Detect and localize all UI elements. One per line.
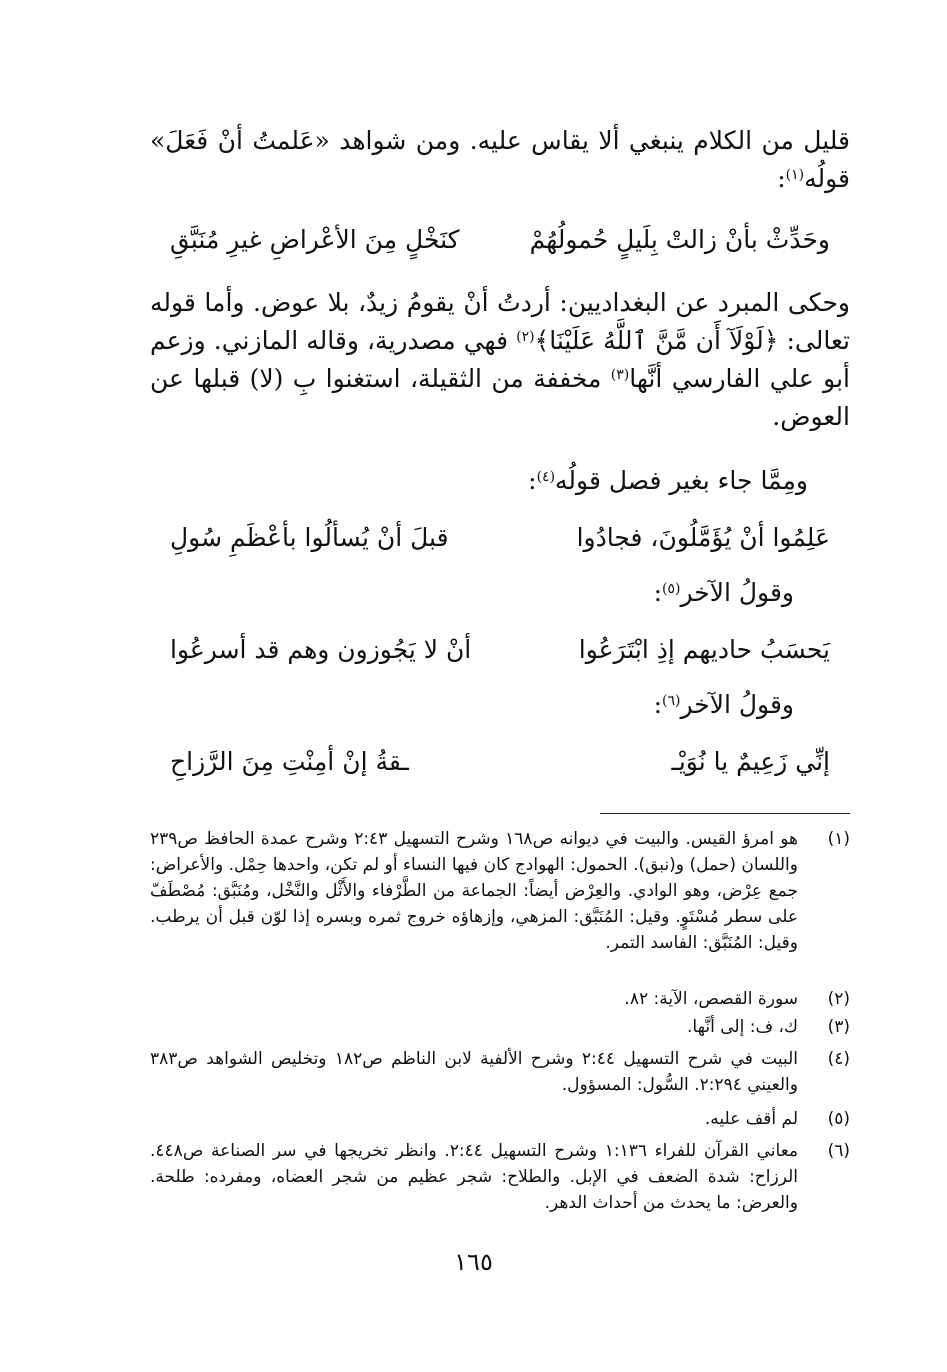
intro-4-text: وقولُ الآخر xyxy=(680,690,794,719)
footnote-ref-3: (٣) xyxy=(610,367,630,383)
footnote-5-number: (٥) xyxy=(827,1109,850,1129)
footnote-1-number: (١) xyxy=(827,829,850,849)
verse-1-first-hemistich: وحَدِّثْ بأنْ زالتْ بِلَيلٍ حُمولُهُمْ xyxy=(529,225,830,254)
intro-3-text: وقولُ الآخر xyxy=(680,578,794,607)
footnote-6 xyxy=(150,1138,850,1216)
paragraph-2-text-b: فهي مصدرية، وقاله المازني. وزعم أبو علي الفارسي أنَّها xyxy=(150,326,850,393)
intro-line-2 xyxy=(150,462,850,500)
intro-4-colon: : xyxy=(653,690,663,719)
footnote-3-number: (٣) xyxy=(827,1017,850,1037)
intro-3-colon: : xyxy=(653,578,663,607)
page-number: ١٦٥ xyxy=(454,1248,493,1276)
footnote-4-number: (٤) xyxy=(827,1049,850,1069)
footnote-6-number: (٦) xyxy=(827,1141,850,1161)
verse-4-first-hemistich: إنِّي زَعِيمٌ يا نُوَيْـ xyxy=(671,747,830,776)
paragraph-2-text-a: وحكى المبرد عن البغداديين: أردتُ أنْ يقومُ زيدٌ، بلا عوض. وأما قوله تعالى: ﴿لَوْلَآ أَن مَّنَّ ٱللَّهُ عَلَيْنَا﴾ xyxy=(150,288,850,355)
verse-3-first-hemistich: يَحسَبُ حاديهم إذِ ابْتَرَعُوا xyxy=(578,635,830,664)
footnote-ref-6: (٦) xyxy=(662,693,681,709)
verse-4-second-hemistich: ـقةُ إنْ أمِنْتِ مِنَ الرَّزاحِ xyxy=(170,747,409,776)
footnote-2-number: (٢) xyxy=(827,989,850,1009)
footnote-5 xyxy=(150,1106,850,1132)
verse-2 xyxy=(150,518,850,558)
footnote-divider xyxy=(600,813,850,814)
footnote-4-text: البيت في شرح التسهيل ٢:٤٤ وشرح الألفية لابن الناظم ص١٨٢ وتخليص الشواهد ص٣٨٣ والعيني ٢:٢٩٤. السُّول: المسؤول. xyxy=(150,1049,799,1095)
footnote-1-text: هو امرؤ القيس. والبيت في ديوانه ص١٦٨ وشرح التسهيل ٢:٤٣ وشرح عمدة الحافظ ص٢٣٩ واللسان (حمل) و(نبق). الحمول: الهوادج كان فيها النساء أو لم تكن، واحدها حِمْل. والأعراض: جمع عِرْض، وهو الوادي. والعِرْض أيضاً: الجماعة من الطَّرْفاء والأَثْل والنَّخْل، ومُنَبَّق: مُصْطَفّ على سطر مُسْتَوٍ. وقيل: المُنَبَّق: المزهي، وإزهاؤه خروج ثمره وبسره إذا لوّن قبل أن يرطب. وقيل: المُنَبَّق: الفاسد التمر. xyxy=(150,829,798,953)
verse-3-second-hemistich: أنْ لا يَجُوزون وهم قد أسرعُوا xyxy=(170,635,472,664)
footnote-ref-1: (١) xyxy=(785,167,805,183)
footnote-3 xyxy=(150,1014,850,1040)
paragraph-2 xyxy=(150,284,850,436)
footnote-2-text: سورة القصص، الآية: ٨٢. xyxy=(624,989,798,1009)
footnote-6-text: معاني القرآن للفراء ١:١٣٦ وشرح التسهيل ٢:٤٤. وانظر تخريجها في سر الصناعة ص٤٤٨. الرزاح: شدة الضعف في الإبل. والطلاح: شجر عظيم من شجر العضاه، ومفرده: طلحة. والعرض: ما يحدث من أحداث الدهر. xyxy=(150,1141,798,1213)
intro-line-4 xyxy=(150,686,850,724)
footnote-2 xyxy=(150,986,850,1012)
verse-2-second-hemistich: قبلَ أنْ يُسألُوا بأعْظَمِ سُولِ xyxy=(170,523,449,552)
paragraph-2-text-c: مخففة من الثقيلة، استغنوا بِ (لا) قبلها عن العوض. xyxy=(150,364,850,431)
paragraph-1-text: قليل من الكلام ينبغي ألا يقاس عليه. ومن شواهد «عَلمتُ أنْ فَعَلَ» قولُه xyxy=(150,126,850,193)
footnote-3-text: ك، ف: إلى أنَّها. xyxy=(686,1017,798,1037)
verse-1-second-hemistich: كنَخْلٍ مِنَ الأعْراضِ غيرِ مُنَبَّقِ xyxy=(170,225,460,254)
paragraph-1-colon: : xyxy=(777,164,786,193)
footnote-5-text: لم أقف عليه. xyxy=(704,1109,798,1129)
intro-line-3 xyxy=(150,574,850,612)
intro-2-colon: : xyxy=(528,466,537,495)
footnote-1 xyxy=(150,826,850,956)
verse-1 xyxy=(150,220,850,260)
footnote-ref-5: (٥) xyxy=(662,581,681,597)
paragraph-1 xyxy=(150,122,850,198)
footnote-ref-4: (٤) xyxy=(536,469,556,485)
verse-4 xyxy=(150,742,850,782)
footnote-4 xyxy=(150,1046,850,1098)
verse-3 xyxy=(150,630,850,670)
verse-2-first-hemistich: عَلِمُوا أنْ يُؤَمَّلُونَ، فجادُوا xyxy=(576,523,830,552)
footnote-ref-2: (٢) xyxy=(516,329,535,345)
intro-2-text: ومِمَّا جاء بغير فصل قولُه xyxy=(555,466,808,495)
